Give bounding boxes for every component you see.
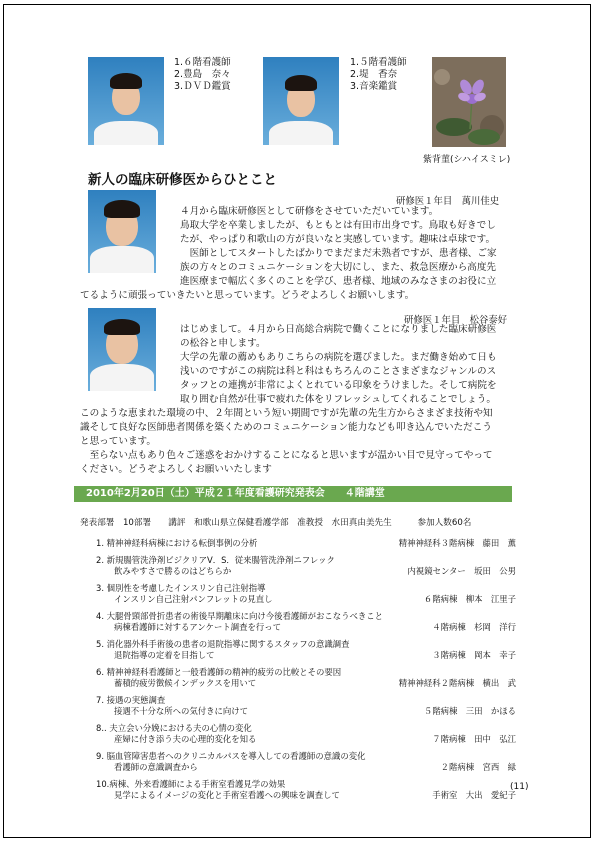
flower-caption: 紫背菫(シハイスミレ) [423, 155, 511, 165]
resident-photo-2 [88, 308, 156, 391]
resident-photo-1 [88, 190, 156, 273]
event-subheading: 発表部署 10部署 講評 和歌山県立保健看護学部 准教授 水田真由美先生 参加人数60名 [80, 518, 472, 528]
list-item: 5. 消化器外科手術後の患者の退院指導に関するスタッフの意識調査 退院指導の定着を目指して ３階病棟 岡本 幸子 [96, 638, 516, 660]
list-item: 9. 脳血管障害患者へのクリニカルパスを導入しての看護師の意識の変化 看護師の意識調査から ２階病棟 宮西 緑 [96, 750, 516, 772]
section-title: 新人の臨床研修医からひとこと [88, 172, 277, 188]
resident-message-2-tail: このような恵まれた環境の中、２年間という短い期間ですが先輩の先生方からさまざま技術や知 識そして良好な医師患者関係を築くためのコミュニケーション能力なども叩き込んでいただこう と思っています。 至らない点もあり色々ご迷惑をおかけすることになると思いますが温かい目で見守ってやって ください。どうぞよろしくお願いいたします [80, 408, 493, 476]
nurse-info-1: 1.６階看護師 2.豊島 奈々 3.ＤＶＤ鑑賞 [174, 57, 231, 92]
list-item: 7. 接遇の実態調査 接遇不十分な所への気付きに向けて ５階病棟 三田 かほる [96, 694, 516, 716]
list-item: 2. 新規腸管洗浄剤ビジクリアV．S．従来腸管洗浄剤ニフレック 飲みやすさで勝るのはどちらか 内視鏡センター 坂田 公男 [96, 554, 516, 576]
list-item: 8.. 夫立会い分娩における夫の心情の変化 産婦に付き添う夫の心理的変化を知る ７階病棟 田中 弘江 [96, 722, 516, 744]
resident-message-1: ４月から臨床研修医として研修をさせていただいています。 鳥取大学を卒業しましたが、もともとは有田市出身です。鳥取も好きでし たが、やっぱり和歌山の方が良いなと実感しています。趣味は卓球です。 医師としてスタートしたばかりでまだまだ未熟者ですが、患者様、ご家 族の方々とのコミュニケーションを大切にし、また、救急医療から高度先 進医療まで幅広く多くのことを学び、患者様、地域のみなさまのお役に立 [180, 206, 497, 288]
page-number: (11) [510, 782, 529, 792]
list-item: 3. 個別性を考慮したインスリン自己注射指導 インスリン自己注射パンフレットの見直し ６階病棟 柳本 江里子 [96, 582, 516, 604]
event-banner: 2010年2月20日（土）平成２１年度看護研究発表会 ４階講堂 [74, 486, 512, 502]
nurse-info-2: 1.５階看護師 2.堤 香奈 3.音楽鑑賞 [350, 57, 407, 92]
nurse-photo-2 [263, 57, 339, 145]
list-item: 1. 精神神経科病棟における転倒事例の分析 精神神経科３階病棟 藤田 薫 [96, 538, 516, 548]
resident-signature-1: 研修医１年目 萬川佳史 [396, 196, 500, 207]
nurse-photo-1 [88, 57, 164, 145]
list-item: 4. 大腿骨頸部骨折患者の術後早期離床に向け今後看護師がおこなうべきこと 病棟看護師に対するアンケート調査を行って ４階病棟 杉岡 洋行 [96, 610, 516, 632]
resident-message-1-tail: てるように頑張っていきたいと思っています。どうぞよろしくお願いします。 [80, 290, 415, 301]
flower-photo [432, 57, 506, 147]
presentation-list [96, 538, 516, 807]
flower-icon [432, 57, 506, 147]
list-item: 6. 精神神経科看護師と一般看護師の精神的疲労の比較とその要因 蓄積的疲労徴候インデックスを用いて 精神神経科２階病棟 横出 武 [96, 666, 516, 688]
resident-message-2: はじめまして。４月から日高総合病院で働くことになりました臨床研修医 の松谷と申します。 大学の先輩の薦めもありこちらの病院を選びました。まだ働き始めて日も 浅いのですがこの病院は科と科はもちろんのことさまざまなジャンルのス タッフとの連携が非常によくとれている印象をうけました。そして病院を 取り囲む自然が仕事で疲れた体をリフレッシュしてくれることでしょう。 [180, 324, 497, 406]
resident-signature-2: 研修医１年目 松谷泰好 [404, 315, 508, 326]
list-item: 10.病棟、外来看護師による手術室看護見学の効果 見学によるイメージの変化と手術室看護への興味を調査して 手術室 大出 愛紀子 [96, 778, 516, 800]
